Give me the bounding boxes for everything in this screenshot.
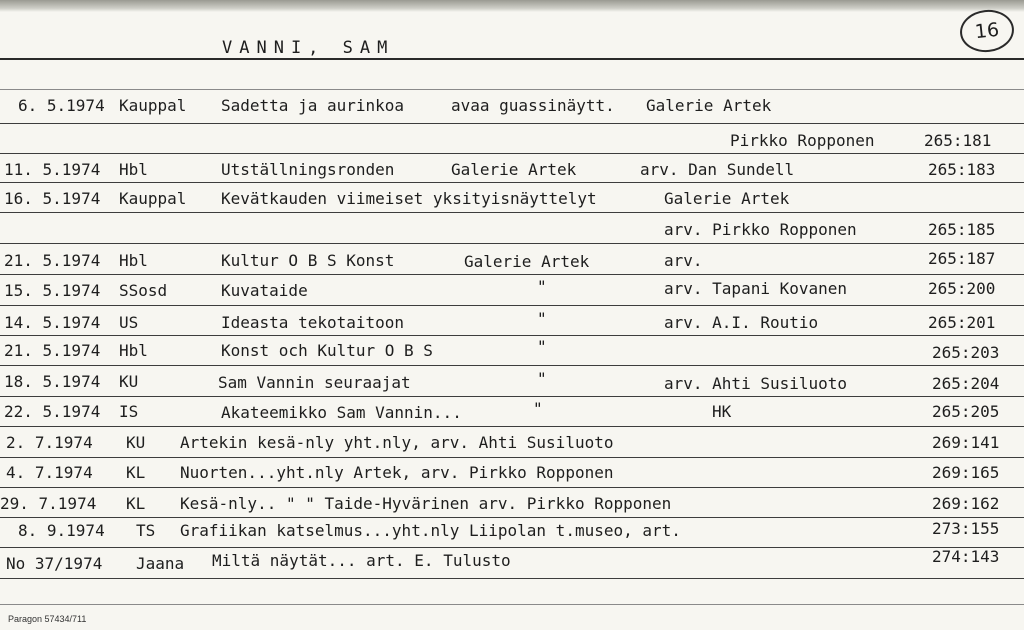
rule-line <box>0 305 1024 306</box>
entry-critic: arv. Tapani Kovanen <box>664 279 848 298</box>
entry-date: 14. 5.1974 <box>4 313 101 332</box>
rule-line <box>0 547 1024 548</box>
entry-venue: Galerie Artek <box>451 160 577 179</box>
entry-date: 29. 7.1974 <box>0 494 97 513</box>
entry-date: 8. 9.1974 <box>18 521 105 540</box>
entry-paper: SSosd <box>119 281 168 300</box>
entry-title: Kuvataide <box>221 281 308 300</box>
entry-paper: Kauppal <box>119 96 187 115</box>
entry-date: 6. 5.1974 <box>18 96 105 115</box>
entry-ref: 265:185 <box>928 220 996 239</box>
entry-date: 21. 5.1974 <box>4 341 101 360</box>
rule-line <box>0 517 1024 518</box>
entry-paper: IS <box>119 402 139 421</box>
entry-date: 2. 7.1974 <box>6 433 93 452</box>
rule-line <box>0 243 1024 244</box>
entry-ref: 265:200 <box>928 279 996 298</box>
rule-line <box>0 212 1024 213</box>
entry-ref: 265:201 <box>928 313 996 332</box>
entry-paper: KU <box>119 372 139 391</box>
ditto-mark: " <box>533 399 543 418</box>
entry-note: avaa guassinäytt. <box>451 96 615 115</box>
ditto-mark: " <box>537 309 547 328</box>
entry-ref: 265:181 <box>924 131 992 150</box>
rule-line <box>0 182 1024 183</box>
entry-critic: arv. <box>664 251 703 270</box>
entry-title: Grafiikan katselmus...yht.nly Liipolan t.museo, art. <box>180 521 681 540</box>
entry-paper: Hbl <box>119 251 148 270</box>
entry-critic: arv. Pirkko Ropponen <box>664 220 857 239</box>
title-rule <box>0 58 1024 60</box>
entry-paper: Kauppal <box>119 189 187 208</box>
card-title: VANNI, SAM <box>222 38 395 58</box>
entry-date: No 37/1974 <box>6 554 103 573</box>
entry-title: Ideasta tekotaitoon <box>221 313 405 332</box>
entry-date: 22. 5.1974 <box>4 402 101 421</box>
entry-paper: KL <box>126 494 146 513</box>
rule-line <box>0 365 1024 366</box>
rule-line <box>0 487 1024 488</box>
entry-ref: 269:165 <box>932 463 1000 482</box>
entry-title: Kevätkauden viimeiset yksityisnäyttelyt <box>221 189 597 208</box>
entry-critic: arv. Ahti Susiluoto <box>664 374 848 393</box>
scan-top-edge <box>0 0 1024 12</box>
entry-venue: Galerie Artek <box>464 252 590 271</box>
ditto-mark: " <box>537 369 547 388</box>
rule-line <box>0 578 1024 579</box>
entry-ref: 265:205 <box>932 402 1000 421</box>
entry-paper: Jaana <box>136 554 185 573</box>
entry-critic: arv. Dan Sundell <box>640 160 795 179</box>
entry-title: Akateemikko Sam Vannin... <box>221 403 462 422</box>
entry-ref: 269:162 <box>932 494 1000 513</box>
entry-date: 15. 5.1974 <box>4 281 101 300</box>
entry-critic: arv. A.I. Routio <box>664 313 819 332</box>
rule-line <box>0 274 1024 275</box>
rule-line <box>0 153 1024 154</box>
entry-date: 4. 7.1974 <box>6 463 93 482</box>
entry-paper: Hbl <box>119 160 148 179</box>
rule-line <box>0 123 1024 124</box>
entry-title: Utställningsronden <box>221 160 395 179</box>
entry-title: Nuorten...yht.nly Artek, arv. Pirkko Ropponen <box>180 463 614 482</box>
form-footer: Paragon 57434/711 <box>8 614 87 624</box>
entry-paper: Hbl <box>119 341 148 360</box>
rule-line <box>0 457 1024 458</box>
entry-title: Konst och Kultur O B S <box>221 341 433 360</box>
rule-line <box>0 89 1024 90</box>
entry-ref: 265:187 <box>928 249 996 268</box>
entry-date: 11. 5.1974 <box>4 160 101 179</box>
rule-line <box>0 396 1024 397</box>
entry-title: Artekin kesä-nly yht.nly, arv. Ahti Susiluoto <box>180 433 614 452</box>
entry-date: 21. 5.1974 <box>4 251 101 270</box>
rule-line <box>0 426 1024 427</box>
entry-date: 18. 5.1974 <box>4 372 101 391</box>
entry-paper: KL <box>126 463 146 482</box>
entry-ref: 265:183 <box>928 160 996 179</box>
entry-title: Kultur O B S Konst <box>221 251 395 270</box>
entry-paper: KU <box>126 433 146 452</box>
entry-title: Miltä näytät... art. E. Tulusto <box>212 551 511 570</box>
rule-line <box>0 335 1024 336</box>
entry-venue: Galerie Artek <box>646 96 772 115</box>
entry-critic: Pirkko Ropponen <box>730 131 875 150</box>
entry-title: Kesä-nly.. " " Taide-Hyvärinen arv. Pirkko Ropponen <box>180 494 672 513</box>
entry-ref: 273:155 <box>932 519 1000 538</box>
entry-critic: HK <box>712 402 732 421</box>
entry-title: Sadetta ja aurinkoa <box>221 96 405 115</box>
entry-date: 16. 5.1974 <box>4 189 101 208</box>
entry-ref: 265:203 <box>932 343 1000 362</box>
entry-paper: US <box>119 313 139 332</box>
entry-paper: TS <box>136 521 156 540</box>
ditto-mark: " <box>537 277 547 296</box>
rule-line <box>0 604 1024 605</box>
entry-ref: 274:143 <box>932 547 1000 566</box>
page-number-circle: 16 <box>958 7 1016 54</box>
ditto-mark: " <box>537 337 547 356</box>
entry-ref: 269:141 <box>932 433 1000 452</box>
entry-ref: 265:204 <box>932 374 1000 393</box>
entry-venue: Galerie Artek <box>664 189 790 208</box>
entry-title: Sam Vannin seuraajat <box>218 373 411 392</box>
